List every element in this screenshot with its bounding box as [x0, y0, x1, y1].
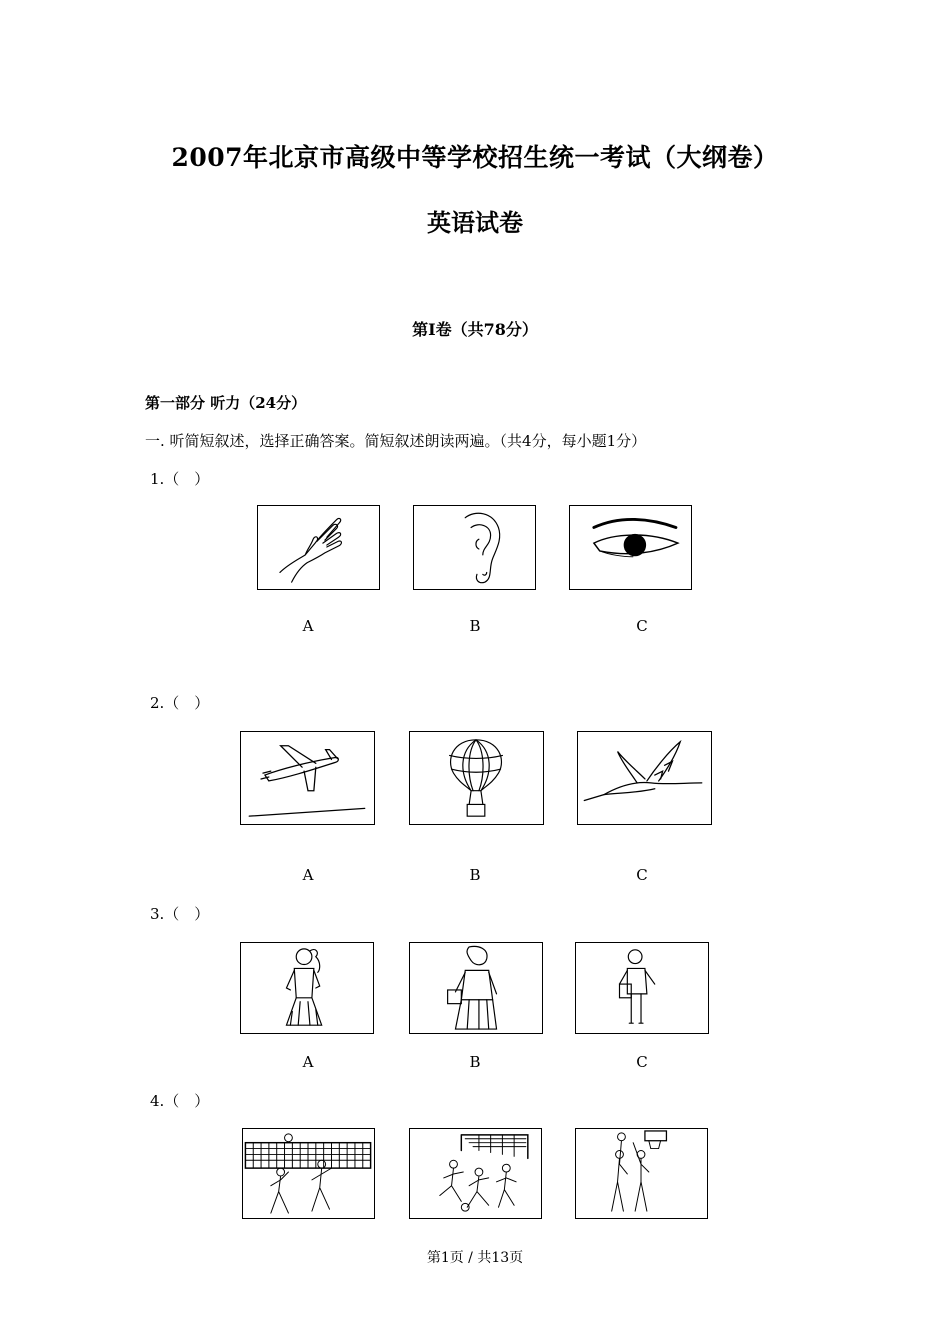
volume-heading: 第I卷（共78分） [412, 320, 538, 339]
question-4-number: 4.（ ） [150, 1092, 210, 1110]
question-2-number: 2.（ ） [150, 694, 210, 712]
question-3-option-a: A [302, 1053, 314, 1071]
question-2-option-b: B [469, 866, 481, 884]
eye-icon[interactable] [569, 505, 692, 590]
volleyball-icon[interactable] [242, 1128, 375, 1219]
airplane-icon[interactable] [240, 731, 375, 825]
soccer-icon[interactable] [409, 1128, 542, 1219]
question-3-option-c: C [636, 1053, 648, 1071]
exam-subtitle: 英语试卷 [427, 208, 523, 237]
section-instruction: 一. 听简短叙述，选择正确答案。简短叙述朗读两遍。（共4分，每小题1分） [145, 432, 647, 450]
question-1-option-b: B [469, 617, 481, 635]
question-3-number: 3.（ ） [150, 905, 210, 923]
hot-air-balloon-icon[interactable] [409, 731, 544, 825]
exam-title: 2007年北京市高级中等学校招生统一考试（大纲卷） [171, 143, 779, 172]
question-2-option-a: A [302, 866, 314, 884]
ear-icon[interactable] [413, 505, 536, 590]
question-1-option-c: C [636, 617, 648, 635]
crane-bird-icon[interactable] [577, 731, 712, 825]
boy-with-bag-icon[interactable] [575, 942, 709, 1034]
woman-with-book-icon[interactable] [409, 942, 543, 1034]
question-1-option-a: A [302, 617, 314, 635]
girl-in-skirt-icon[interactable] [240, 942, 374, 1034]
question-1-number: 1.（ ） [150, 470, 210, 488]
section-heading: 第一部分 听力（24分） [145, 394, 307, 412]
page-footer: 第1页 / 共13页 [426, 1250, 524, 1266]
question-3-option-b: B [469, 1053, 481, 1071]
basketball-icon[interactable] [575, 1128, 708, 1219]
question-2-option-c: C [636, 866, 648, 884]
hand-icon[interactable] [257, 505, 380, 590]
